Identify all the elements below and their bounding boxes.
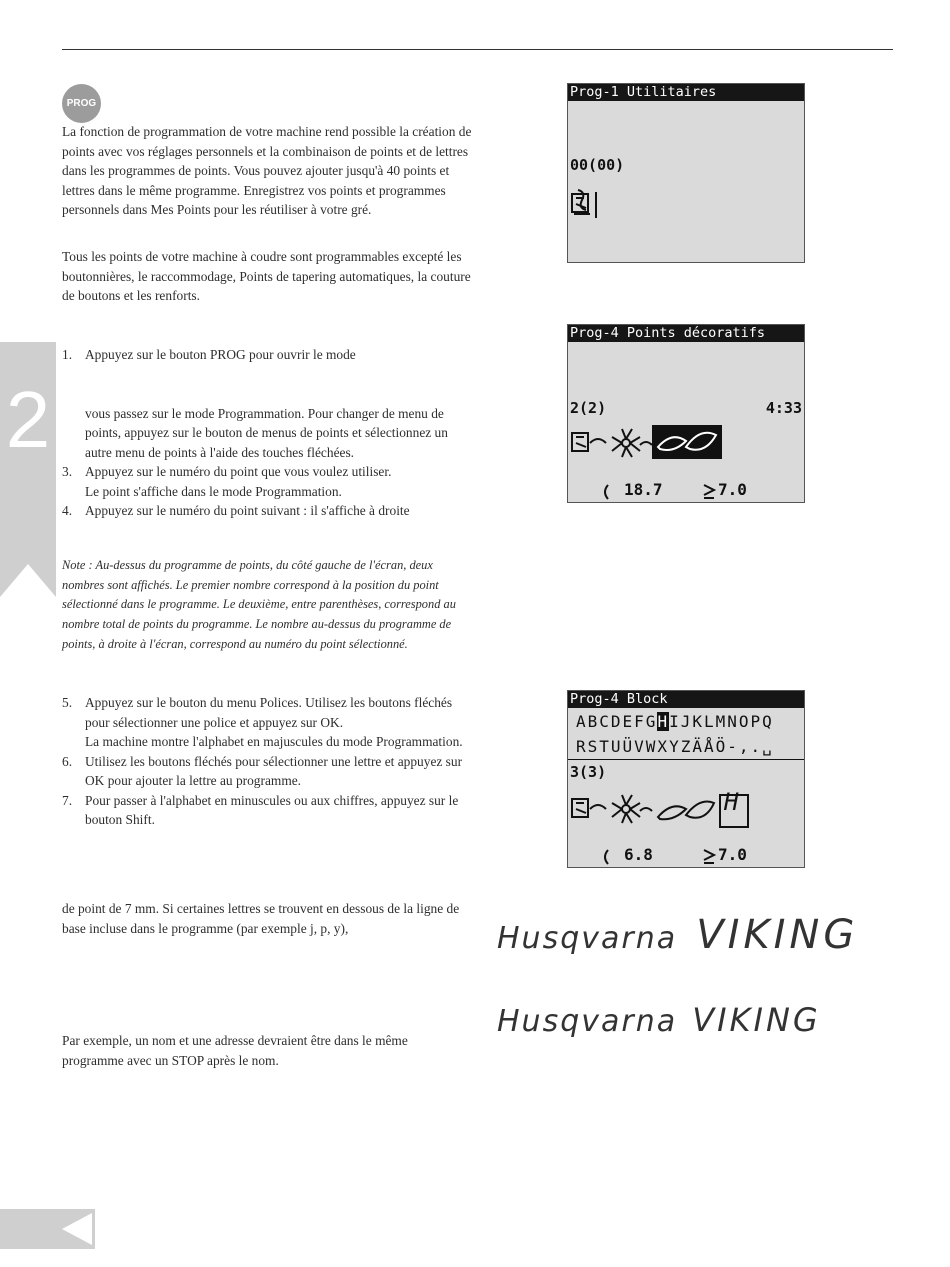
program-letter: H	[724, 788, 739, 816]
step-item: 1. Appuyez sur le bouton PROG pour ouvrir le mode	[62, 347, 356, 362]
step-item: 3. Appuyez sur le numéro du point que vous voulez utiliser. Le point s'affiche dans le mode Programmation.	[62, 464, 392, 499]
baseline-paragraph: de point de 7 mm. Si certaines lettres se trouvent en dessous de la ligne de base incluse dans le programme (par exemple j, p, y),	[62, 901, 460, 936]
lcd-title: Prog-4 Points décoratifs	[568, 325, 804, 342]
chapter-number: 2	[5, 375, 51, 464]
step-item: 6. Utilisez les boutons fléchés pour sélectionner une lettre et appuyez sur OK pour ajouter la lettre au programme.	[62, 753, 463, 788]
brand-sample-large: Husqvarna VIKING	[497, 912, 859, 958]
alphabet-row-1: ABCDEFGHIJKLMNOPQ	[576, 712, 774, 731]
lcd-screen-utilitaires	[567, 83, 805, 263]
alphabet-row-2[interactable]: RSTUÜVWXYZÄÅÖ-,.␣	[576, 737, 774, 756]
lcd-width-value: 6.8	[624, 845, 653, 864]
start-stitch-icon	[568, 186, 608, 222]
width-length-readout	[568, 481, 804, 503]
lcd-screen-decoratifs	[567, 324, 805, 503]
step-item: 4. Appuyez sur le numéro du point suivant : il s'affiche à droite	[62, 503, 410, 518]
lcd-length-value: 7.0	[718, 480, 747, 499]
prog-badge-icon: PROG	[62, 84, 101, 123]
lcd-stitch-number: 4:33	[765, 399, 802, 417]
lcd-width-value: 18.7	[624, 480, 663, 499]
brand-sample-small: Husqvarna VIKING	[497, 1001, 821, 1039]
stitch-program-row	[568, 789, 804, 831]
intro-paragraph: La fonction de programmation de votre machine rend possible la création de points avec vos réglages personnels et la combinaison de points et de lettres dans les programmes de points. Vous pouvez ajouter jusqu'à 40 points et lettres dans le même programme. Enregistrez vos points et programmes personnels dans Mes Points pour les réutiliser à votre gré.	[62, 124, 472, 218]
steps-list-a	[62, 345, 472, 521]
stitch-program-row	[568, 423, 804, 463]
step-item: vous passez sur le mode Programmation. Pour changer de menu de points, appuyez sur le bouton de menus de points et sélectionnez un autre menu de points à l'aide des touches fléchées.	[85, 405, 448, 460]
programmable-paragraph: Tous les points de votre machine à coudre sont programmables excepté les boutonnières, le raccommodage, Points de tapering automatiques, la couture de boutons et les renforts.	[62, 249, 471, 304]
lcd-divider	[568, 759, 804, 760]
lcd-position: 2(2)	[570, 399, 607, 417]
selected-letter[interactable]: H	[657, 712, 670, 731]
lcd-length-value: 7.0	[718, 845, 747, 864]
lcd-position: 3(3)	[570, 763, 607, 781]
example-paragraph: Par exemple, un nom et une adresse devraient être dans le même programme avec un STOP après le nom.	[62, 1033, 408, 1068]
steps-list-b	[62, 693, 472, 830]
lcd-position: 00(00)	[570, 156, 625, 174]
step-item: 5. Appuyez sur le bouton du menu Polices. Utilisez les boutons fléchés pour sélectionner une police et appuyez sur OK. La machine montre l'alphabet en majuscules du mode Programmation.	[62, 695, 463, 749]
note-paragraph: Note : Au-dessus du programme de points, du côté gauche de l'écran, deux nombres sont affichés. Le premier nombre correspond à la position du point sélectionné dans le programme. Le deuxième, entre parenthèses, correspond au nombre total de points du programme. Le nombre au-dessus du programme de points, à droite à l'écran, correspond au numéro du point sélectionné.	[62, 558, 456, 651]
top-rule	[62, 49, 893, 50]
width-length-readout	[568, 846, 804, 868]
lcd-title: Prog-1 Utilitaires	[568, 84, 804, 101]
page-tab-arrow	[0, 1209, 95, 1249]
lcd-title: Prog-4 Block	[568, 691, 804, 708]
step-item: 7. Pour passer à l'alphabet en minuscules ou aux chiffres, appuyez sur le bouton Shift.	[62, 792, 459, 827]
lcd-screen-block	[567, 690, 805, 868]
